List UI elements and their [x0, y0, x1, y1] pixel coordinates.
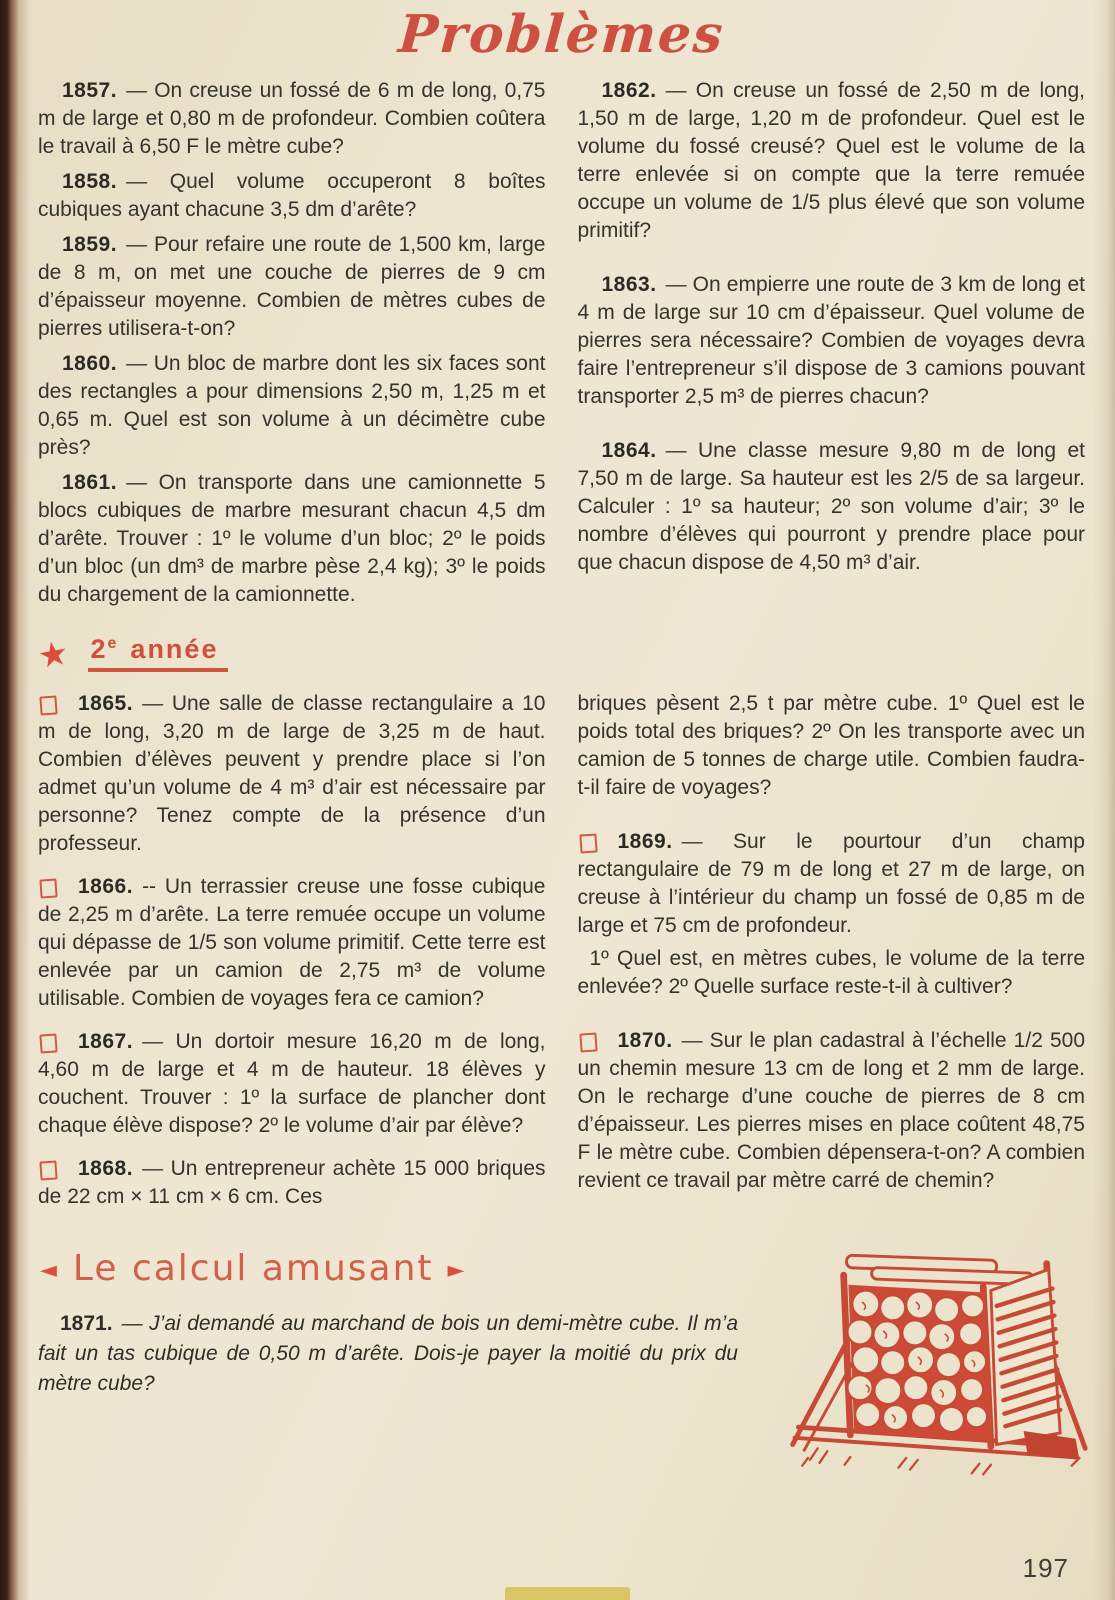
- problem-1868: [38, 1155, 546, 1211]
- problem-number: 1858.: [62, 169, 118, 193]
- problem-number: 1869.: [617, 829, 673, 853]
- problem-1857: [38, 77, 546, 161]
- problem-1869: [578, 828, 1086, 940]
- problem-1866: [38, 873, 546, 1013]
- bottom-right-column: [578, 690, 1086, 1218]
- problem-text: 1º Quel est, en mètres cubes, le volume de la terre enlevée? 2º Quelle surface reste-t-il à cultiver?: [577, 946, 1085, 998]
- exercise-square-icon: [39, 878, 57, 898]
- page-number: 197: [1022, 1553, 1069, 1583]
- problem-text: briques pèsent 2,5 t par mètre cube. 1º Quel est le poids total des briques? 2º On les transporte avec un camion de 5 tonnes de charge utile. Combien faudra-t-il faire de voyages?: [577, 691, 1085, 799]
- exercise-square-icon: [39, 695, 57, 715]
- page-right-edge: [1093, 0, 1115, 1600]
- top-right-column: [578, 77, 1086, 616]
- problem-text: — Sur le pourtour d’un champ rectangulaire de 79 m de long et 27 m de large, on creuse à l’intérieur du champ un fossé de 0,85 m de large et 75 cm de profondeur.: [577, 829, 1085, 937]
- left-triangle-icon: ◄: [40, 1257, 59, 1283]
- problem-1858: [38, 168, 546, 224]
- year2-num: 2: [90, 633, 108, 664]
- problem-1859: [38, 231, 546, 343]
- problem-number: 1860.: [62, 351, 118, 375]
- problem-text: — Un entrepreneur achète 15 000 briques de 22 cm × 11 cm × 6 cm. Ces: [38, 1156, 546, 1208]
- problem-number: 1866.: [78, 874, 134, 898]
- problem-1860: [38, 350, 546, 462]
- problem-number: 1859.: [62, 232, 118, 256]
- problem-1861: [38, 469, 546, 609]
- problems-top-section: [38, 77, 1085, 616]
- problem-text: — Une salle de classe rectangulaire a 10 m de long, 3,20 m de large de 3,25 m de haut. Combien d’élèves peuvent y prendre place si l’on admet qu’un volume de 4 m³ d’air est nécessaire par personne? Tenez compte de la présence d’un professeur.: [38, 691, 546, 855]
- problem-1871: [38, 1309, 738, 1399]
- year2-heading: [34, 633, 1085, 676]
- year2-label: [88, 634, 228, 672]
- exercise-square-icon: [579, 833, 597, 853]
- problem-1864: [578, 437, 1086, 577]
- page-binding-edge: [0, 0, 30, 1600]
- top-left-column: [38, 77, 546, 616]
- problem-number: 1868.: [78, 1156, 134, 1180]
- exercise-square-icon: [579, 1032, 597, 1052]
- problem-number: 1867.: [78, 1029, 134, 1053]
- problem-text: — Un dortoir mesure 16,20 m de long, 4,60 m de large et 4 m de hauteur. 18 élèves y couchent. Trouver : 1º la surface de plancher dont chaque élève dispose? 2º le volume d’air par élève?: [38, 1029, 546, 1137]
- calcul-amusant-label: Le calcul amusant: [72, 1247, 434, 1289]
- problem-text: — On transporte dans une camionnette 5 blocs cubiques de marbre mesurant chacun 4,5 dm d’arête. Trouver : 1º le volume d’un bloc; 2º le poids d’un bloc (un dm³ de marbre pèse 2,4 kg); 3º le poids du chargement de la camionnette.: [38, 470, 546, 606]
- problem-text: -- Un terrassier creuse une fosse cubique de 2,25 m d’arête. La terre remuée occupe un volume qui dépasse de 1/5 son volume primitif. Cette terre est enlevée par un camion de 2,75 m³ de volume utilisable. Combien de voyages fera ce camion?: [38, 874, 546, 1010]
- problem-text: — On creuse un fossé de 6 m de long, 0,75 m de large et 0,80 m de profondeur. Combien coûtera le travail à 6,50 F le mètre cube?: [38, 78, 546, 158]
- problem-number: 1864.: [601, 438, 657, 462]
- problem-text: — Un bloc de marbre dont les six faces sont des rectangles a pour dimensions 2,50 m, 1,25 m et 0,65 m. Quel est son volume à un décimètre cube près?: [38, 351, 546, 459]
- problem-1863: [578, 271, 1086, 411]
- page-title: Problèmes: [396, 4, 727, 65]
- problem-number: 1865.: [78, 691, 134, 715]
- problem-text: — Sur le plan cadastral à l’échelle 1/2 500 un chemin mesure 13 cm de long et 2 mm de large. On le recharge d’une couche de pierres de 8 cm d’épaisseur. Les pierres mises en place coûtent 48,75 F le mètre cube. Combien dépensera-t-on? A combien revient ce travail par mètre carré de chemin?: [577, 1028, 1085, 1192]
- problem-1862: [578, 77, 1086, 245]
- problem-number: 1857.: [62, 78, 118, 102]
- problem-text: — J’ai demandé au marchand de bois un demi-mètre cube. Il m’a fait un tas cubique de 0,50 m d’arête. Dois-je payer la moitié du prix du mètre cube?: [38, 1311, 738, 1395]
- problem-number: 1871.: [60, 1311, 113, 1335]
- problem-1870: [578, 1027, 1086, 1195]
- problem-number: 1870.: [617, 1028, 673, 1052]
- bottom-left-column: [38, 690, 546, 1218]
- problem-text: — On creuse un fossé de 2,50 m de long, 1,50 m de large, 1,20 m de profondeur. Quel est le volume du fossé creusé? Quel est le volume de la terre enlevée si on compte que la terre remuée occupe un volume de 1/5 plus élevé que son volume primitif?: [577, 78, 1085, 242]
- woodpile-illustration: [783, 1226, 1091, 1484]
- problem-1869-questions: [578, 945, 1086, 1001]
- right-triangle-icon: ►: [447, 1257, 467, 1283]
- problem-number: 1863.: [601, 272, 657, 296]
- year2-sup: e: [107, 634, 119, 652]
- calcul-amusant-section: [38, 1248, 1085, 1399]
- problem-1868-continued: [578, 690, 1086, 802]
- exercise-square-icon: [39, 1160, 57, 1180]
- scan-stain: [505, 1587, 630, 1600]
- problem-text: — On empierre une route de 3 km de long et 4 m de large sur 10 cm d’épaisseur. Quel volume de pierres sera nécessaire? Combien de voyages devra faire l’entrepreneur s’il dispose de 3 camions pouvant transporter 2,5 m³ de pierres chacun?: [577, 272, 1085, 408]
- problem-1867: [38, 1028, 546, 1140]
- problem-text: — Pour refaire une route de 1,500 km, large de 8 m, on met une couche de pierres de 9 cm d’épaisseur moyenne. Combien de mètres cubes de pierres utilisera-t-on?: [38, 232, 546, 340]
- problem-number: 1861.: [62, 470, 118, 494]
- problem-text: — Quel volume occuperont 8 boîtes cubiques ayant chacune 3,5 dm d’arête?: [38, 169, 546, 221]
- problem-text: — Une classe mesure 9,80 m de long et 7,50 m de large. Sa hauteur est les 2/5 de sa largeur. Calculer : 1º sa hauteur; 2º son volume d’air; 3º le nombre d’élèves qui pourront y prendre place pour que chacun dispose de 4,50 m³ d’air.: [577, 438, 1085, 574]
- star-icon: ★: [34, 633, 72, 676]
- problems-bottom-section: [38, 690, 1085, 1218]
- exercise-square-icon: [39, 1033, 57, 1053]
- problem-1865: [38, 690, 546, 858]
- problem-number: 1862.: [601, 78, 657, 102]
- year2-word: année: [130, 633, 219, 664]
